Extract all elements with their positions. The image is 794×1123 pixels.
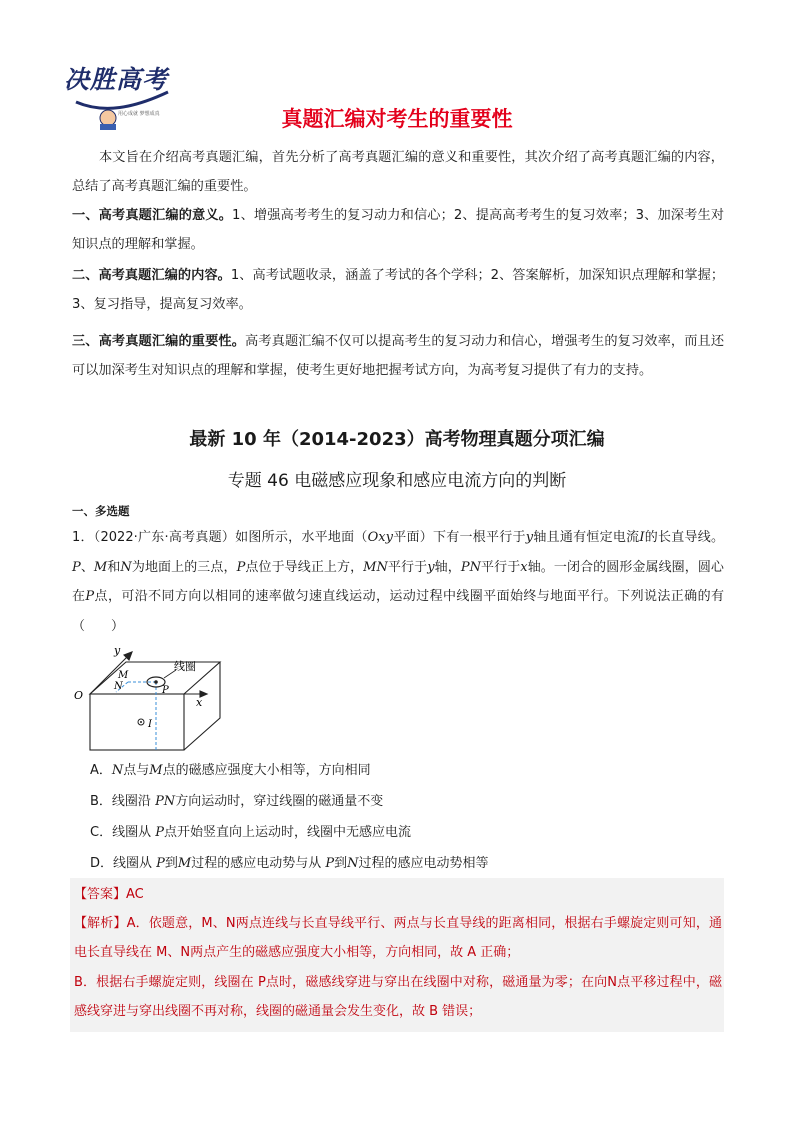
- figure-label-i: I: [148, 719, 152, 730]
- physics-figure: [70, 646, 232, 754]
- option-text: 点与: [123, 763, 150, 778]
- logo-subtext: 用心成就 梦想成真: [118, 111, 160, 117]
- option-d: [90, 852, 489, 871]
- option-prefix: B．: [90, 794, 112, 809]
- option-symbol: P: [325, 856, 335, 871]
- point-3: [72, 327, 724, 385]
- option-symbol: M: [177, 856, 192, 871]
- figure-label-m: M: [118, 670, 129, 681]
- option-symbol: N: [347, 856, 359, 871]
- point-1: [72, 201, 724, 259]
- option-symbol: PN: [155, 794, 176, 809]
- question-text: 1．（2022·广东·高考真题）如图所示，水平地面（Oxy平面）下有一根平行于y轴且通有恒定电流I的长直导线。P、M和N为地面上的三点，P点位于导线正上方，MN平行于y轴，PN平行于x轴。一闭合的圆形金属线圈，圆心在P点，可沿不同方向以相同的速率做匀速直线运动，运动过程中线圈平面始终与地面平行。下列说法正确的有（ ）: [72, 530, 724, 634]
- point-2-body: 1、高考试题收录，涵盖了考试的各个学科；2、答案解析，加深知识点理解和掌握；3、复习指导，提高复习效率。: [72, 268, 725, 312]
- figure-label-p: P: [162, 685, 169, 696]
- option-symbol: M: [149, 763, 163, 778]
- figure-label-x: x: [196, 696, 203, 709]
- figure-front-face: [90, 694, 184, 750]
- option-prefix: D．: [90, 856, 114, 871]
- option-symbol: N: [111, 763, 124, 778]
- option-text: 过程的感应电动势相等: [358, 856, 489, 871]
- option-b: [90, 790, 383, 809]
- answer-value: AC: [126, 887, 144, 902]
- figure-label-coil: 线圈: [174, 660, 196, 673]
- figure-label-n: N: [114, 681, 123, 692]
- option-text: 方向运动时，穿过线圈的磁通量不变: [175, 794, 384, 809]
- option-symbol: P: [156, 856, 165, 871]
- analysis-line-2: B．根据右手螺旋定则，线圈在 P点时，磁感线穿进与穿出在线圈中对称，磁通量为零；在向N点平移过程中，磁感线穿进与穿出线圈不再对称，线圈的磁通量会发生变化，故 B 错误；: [74, 975, 722, 1019]
- option-text: 到: [334, 856, 348, 871]
- point-3-body: 高考真题汇编不仅可以提高考生的复习动力和信心，增强考生的复习效率，而且还可以加深考生对知识点的理解和掌握，使考生更好地把握考试方向，为高考复习提供了有力的支持。: [72, 334, 725, 378]
- point-1-head: 一、高考真题汇编的意义。: [72, 208, 233, 223]
- point-2: [72, 261, 724, 319]
- option-text: 过程的感应电动势与从: [191, 856, 326, 871]
- analysis-text-1: A．依题意，M、N两点连线与长直导线平行、两点与长直导线的距离相同，根据右手螺旋定则可知，通电长直导线在 M、N两点产生的磁感应强度大小相等，方向相同，故 A 正确；: [74, 916, 722, 960]
- answer-line: [74, 880, 722, 909]
- option-symbol: P: [155, 825, 164, 840]
- point-3-head: 三、高考真题汇编的重要性。: [72, 334, 246, 349]
- option-prefix: A．: [90, 763, 112, 778]
- option-c: [90, 821, 411, 840]
- figure-label-y: y: [114, 646, 121, 657]
- option-a: [90, 759, 371, 778]
- option-text: 点的磁感应强度大小相等，方向相同: [162, 763, 371, 778]
- option-prefix: C．: [90, 825, 113, 840]
- figure-top-face: [90, 662, 220, 694]
- option-text: 线圈从: [112, 825, 156, 840]
- logo-text: 决胜高考: [64, 65, 169, 94]
- analysis-line-1: [74, 909, 722, 967]
- intro-paragraph: 本文旨在介绍高考真题汇编，首先分析了高考真题汇编的意义和重要性，其次介绍了高考真题汇编的内容，总结了高考真题汇编的重要性。: [72, 150, 724, 194]
- figure-label-o: O: [74, 689, 84, 702]
- section-title: 一、多选题: [72, 504, 130, 518]
- option-text: 到: [164, 856, 178, 871]
- point-1-body: 1、增强高考考生的复习动力和信心；2、提高高考考生的复习效率；3、加深考生对知识点的理解和掌握。: [72, 208, 725, 252]
- answer-tag: 【答案】: [74, 887, 127, 902]
- option-text: 线圈沿: [111, 794, 156, 809]
- point-2-head: 二、高考真题汇编的内容。: [72, 268, 231, 283]
- analysis-tag: 【解析】: [74, 916, 127, 931]
- heading-sub: 专题 46 电磁感应现象和感应电流方向的判断: [227, 471, 567, 491]
- option-text: 线圈从: [113, 856, 157, 871]
- heading-main: 最新 10 年（2014-2023）高考物理真题分项汇编: [189, 429, 605, 450]
- page-title: 真题汇编对考生的重要性: [281, 107, 513, 131]
- option-text: 点开始竖直向上运动时，线圈中无感应电流: [163, 825, 411, 840]
